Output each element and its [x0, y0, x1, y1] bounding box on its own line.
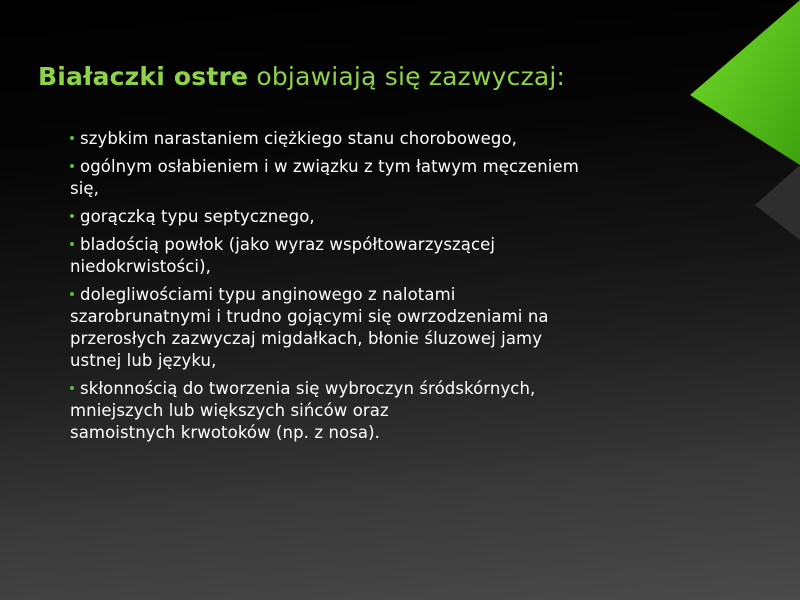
- title-bold: Białaczki ostre: [38, 62, 249, 91]
- bullet-icon: [70, 242, 74, 246]
- bullet-icon: [70, 136, 74, 140]
- bullet-line: bladością powłok (jako wyraz współtowarzyszącej: [80, 235, 496, 254]
- bullet-icon: [70, 386, 74, 390]
- title-rest: objawiają się zazwyczaj:: [256, 62, 566, 91]
- bullet-line: samoistnych krwotoków (np. z nosa).: [70, 423, 381, 442]
- bullet-line: dolegliwościami typu anginowego z nalotami: [80, 285, 456, 304]
- bullet-icon: [70, 214, 74, 218]
- bullet-line: się,: [70, 179, 99, 198]
- bullet-line: mniejszych lub większych sińców oraz: [70, 401, 389, 420]
- bullet-line: ustnej lub języku,: [70, 351, 217, 370]
- bullet-icon: [70, 292, 74, 296]
- slide-title: [38, 62, 565, 91]
- bullet-item: [70, 378, 735, 444]
- bullet-line: przerosłych zazwyczaj migdałkach, błonie śluzowej jamy: [70, 329, 543, 348]
- bullet-item: [70, 206, 735, 228]
- bullet-item: [70, 128, 735, 150]
- bullet-item: [70, 234, 735, 278]
- bullet-line: szarobrunatnymi i trudno gojącymi się owrzodzeniami na: [70, 307, 549, 326]
- bullet-line: szybkim narastaniem ciężkiego stanu chorobowego,: [80, 129, 517, 148]
- gray-triangle: [755, 165, 800, 240]
- bullet-item: [70, 156, 735, 200]
- bullet-line: niedokrwistości),: [70, 257, 211, 276]
- bullet-line: gorączką typu septycznego,: [80, 207, 315, 226]
- bullet-icon: [70, 164, 74, 168]
- bullet-line: ogólnym osłabieniem i w związku z tym łatwym męczeniem: [80, 157, 579, 176]
- bullet-item: [70, 284, 735, 372]
- bullet-line: skłonnością do tworzenia się wybroczyn śródskórnych,: [80, 379, 536, 398]
- bullet-list: [70, 128, 735, 450]
